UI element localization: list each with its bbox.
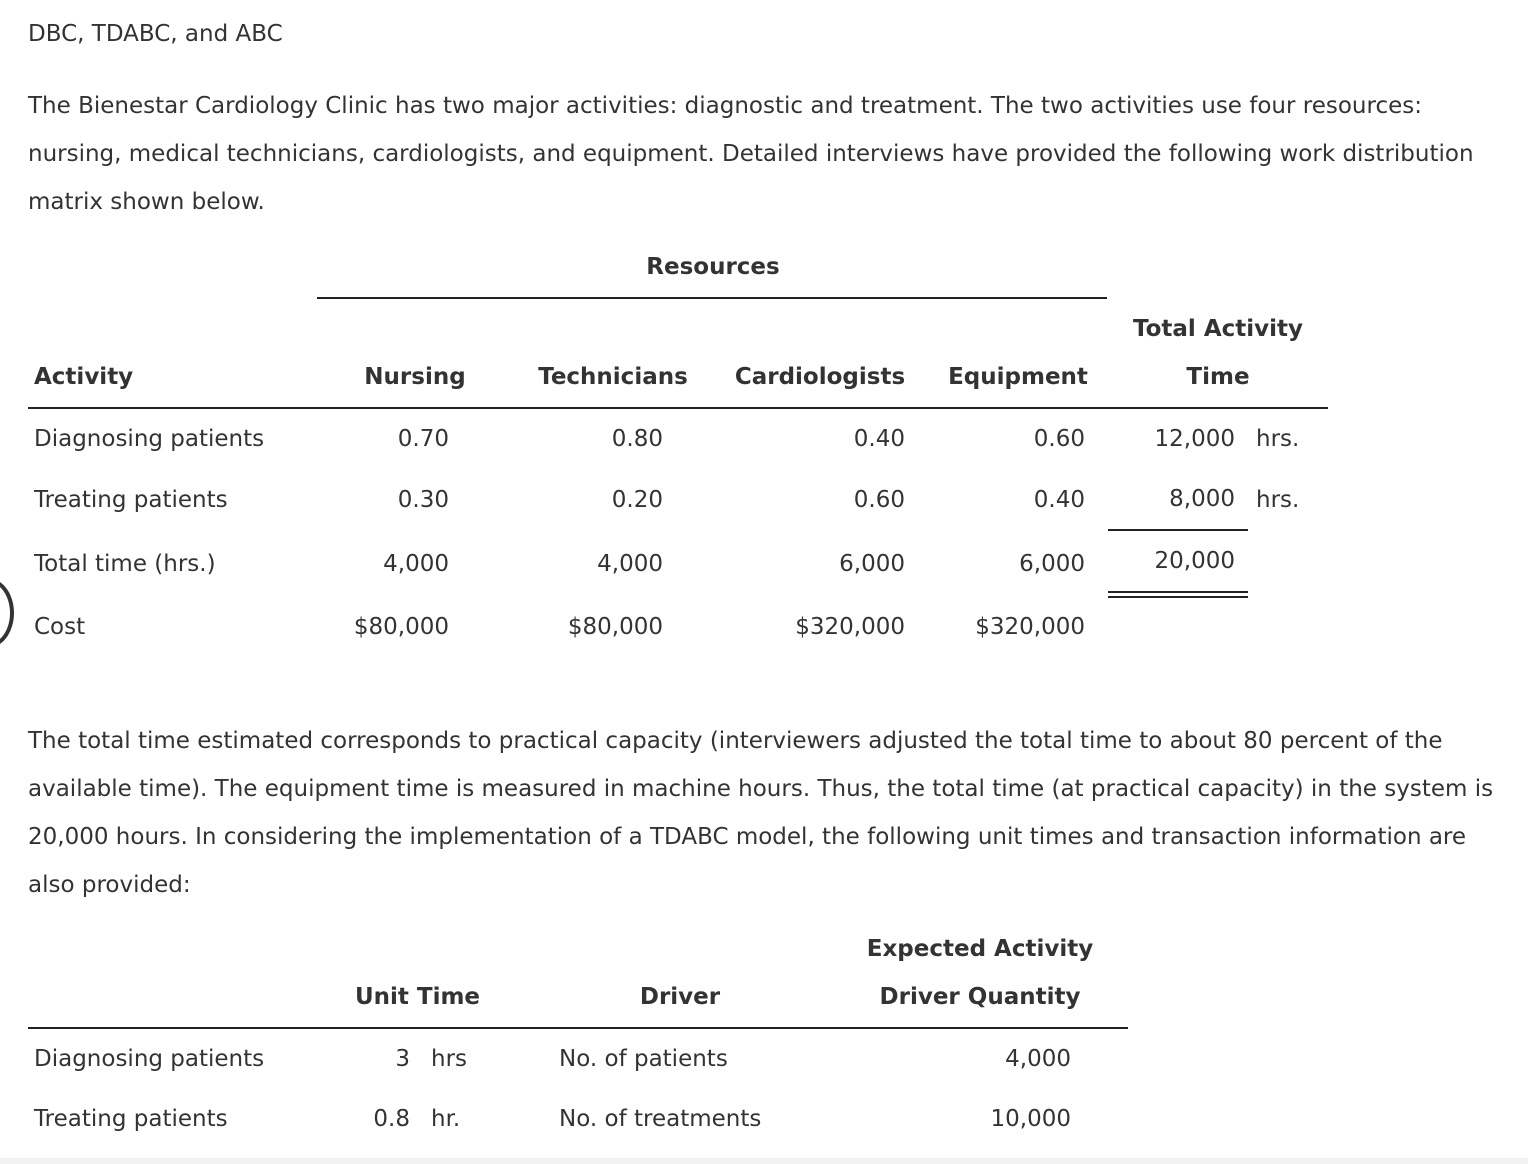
total-activity-header-line1: Total Activity	[1132, 316, 1304, 342]
cell-total: 8,000	[1169, 486, 1235, 512]
cell-equipment: 0.60	[1033, 426, 1085, 452]
cell-cardiologists: $320,000	[795, 614, 905, 640]
column-header-technicians: Technicians	[538, 364, 688, 390]
row-label: Diagnosing patients	[34, 426, 265, 452]
column-header-nursing: Nursing	[364, 364, 466, 390]
cell-total-unit: hrs.	[1256, 487, 1300, 513]
cell-nursing: 4,000	[383, 551, 449, 577]
expected-header-line2: Driver Quantity	[879, 984, 1081, 1010]
header-underline	[28, 407, 1328, 409]
cell-unit: hr.	[431, 1106, 461, 1132]
page-title: DBC, TDABC, and ABC	[28, 21, 283, 47]
column-header-activity: Activity	[34, 364, 134, 390]
column-header-equipment: Equipment	[948, 364, 1088, 390]
cell-technicians: $80,000	[567, 614, 663, 640]
cell-quantity: 4,000	[1005, 1046, 1071, 1072]
row-label: Diagnosing patients	[34, 1046, 265, 1072]
cell-technicians: 0.20	[611, 487, 663, 513]
cell-unit: hrs	[431, 1046, 468, 1072]
page-edge-circle-decoration	[0, 578, 14, 648]
driver-header: Driver	[639, 984, 721, 1010]
capacity-paragraph: The total time estimated corresponds to practical capacity (interviewers adjusted the total time to about 80 percent of the available time). The equipment time is measured in machine hours. Thus, the total time (at practical capacity) in the system is 20,000 hours. In considering the implementation of a TDABC model, the following unit times and transaction information are also provided:	[28, 728, 1494, 898]
cell-cardiologists: 0.40	[853, 426, 905, 452]
tdabc-header-underline	[28, 1027, 1128, 1029]
cell-cardiologists: 0.60	[853, 487, 905, 513]
cell-technicians: 4,000	[597, 551, 663, 577]
bottom-edge-bar	[0, 1158, 1528, 1164]
cell-equipment: 0.40	[1033, 487, 1085, 513]
row-label: Cost	[34, 614, 86, 640]
intro-paragraph: The Bienestar Cardiology Clinic has two major activities: diagnostic and treatment. The two activities use four resources: nursing, medical technicians, cardiologists, and equipment. Detailed interviews have provided the following work distribution matrix shown below.	[28, 93, 1474, 215]
total-double-underline-top	[1108, 591, 1248, 593]
cell-cardiologists: 6,000	[839, 551, 905, 577]
total-double-underline-bottom	[1108, 596, 1248, 598]
cell-quantity: 10,000	[990, 1106, 1071, 1132]
cell-total: 12,000	[1154, 426, 1235, 452]
total-subtotal-underline	[1108, 529, 1248, 531]
cell-technicians: 0.80	[611, 426, 663, 452]
cell-nursing: 0.30	[397, 487, 449, 513]
cell-nursing: 0.70	[397, 426, 449, 452]
cell-equipment: 6,000	[1019, 551, 1085, 577]
cell-unit-time: 0.8	[373, 1106, 410, 1132]
row-label: Treating patients	[34, 1106, 228, 1132]
resources-underline	[317, 297, 1107, 299]
cell-total: 20,000	[1154, 548, 1235, 574]
resources-header: Resources	[646, 254, 780, 280]
cell-total-unit: hrs.	[1256, 426, 1300, 452]
cell-unit-time: 3	[395, 1046, 410, 1072]
expected-header-line1: Expected Activity	[866, 936, 1094, 962]
cell-nursing: $80,000	[353, 614, 449, 640]
row-label: Total time (hrs.)	[34, 551, 216, 577]
unit-time-header: Unit Time	[354, 984, 481, 1010]
cell-driver: No. of treatments	[559, 1106, 762, 1132]
total-activity-header-line2: Time	[1186, 364, 1250, 390]
row-label: Treating patients	[34, 487, 228, 513]
cell-equipment: $320,000	[975, 614, 1085, 640]
column-header-cardiologists: Cardiologists	[734, 364, 906, 390]
cell-driver: No. of patients	[559, 1046, 728, 1072]
